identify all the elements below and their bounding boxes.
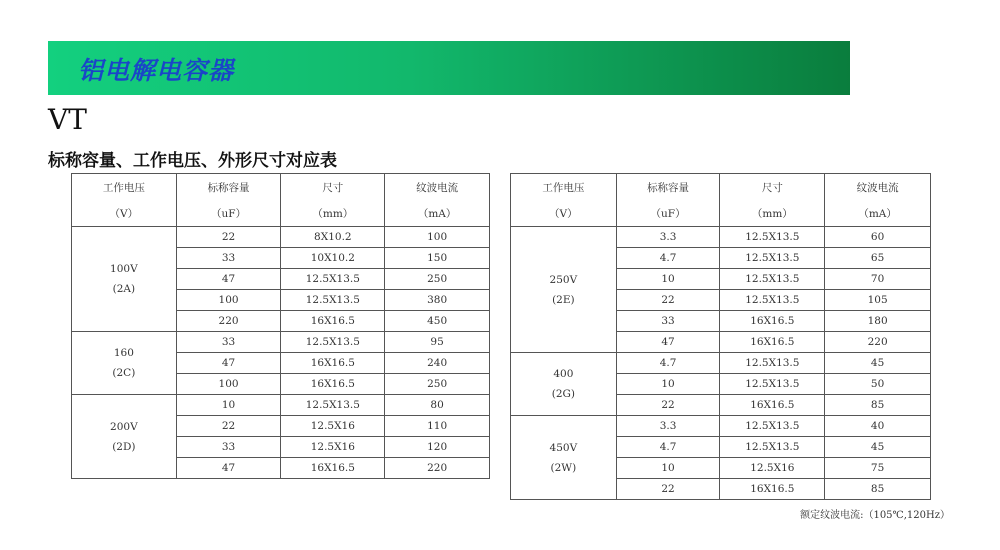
table-row bbox=[72, 395, 490, 416]
header-capacitance: 标称容量 bbox=[616, 174, 720, 201]
header-banner bbox=[48, 41, 850, 95]
ripple-cell: 65 bbox=[825, 248, 931, 269]
table-row bbox=[511, 353, 931, 374]
spec-table-right bbox=[510, 173, 931, 500]
table-row bbox=[511, 227, 931, 248]
ripple-cell: 95 bbox=[385, 332, 490, 353]
size-cell: 12.5X13.5 bbox=[720, 269, 825, 290]
capacitance-cell: 10 bbox=[616, 269, 720, 290]
model-title: VT bbox=[48, 103, 87, 136]
ripple-cell: 85 bbox=[825, 479, 931, 500]
capacitance-cell: 33 bbox=[176, 248, 281, 269]
ripple-cell: 120 bbox=[385, 437, 490, 458]
ripple-cell: 150 bbox=[385, 248, 490, 269]
size-cell: 12.5X13.5 bbox=[281, 332, 385, 353]
size-cell: 16X16.5 bbox=[720, 395, 825, 416]
size-cell: 12.5X13.5 bbox=[281, 269, 385, 290]
size-cell: 16X16.5 bbox=[281, 311, 385, 332]
ripple-cell: 70 bbox=[825, 269, 931, 290]
capacitance-cell: 33 bbox=[616, 311, 720, 332]
header-capacitance-unit: （uF） bbox=[616, 200, 720, 227]
size-cell: 16X16.5 bbox=[720, 332, 825, 353]
header-row bbox=[72, 174, 490, 201]
header-voltage: 工作电压 bbox=[511, 174, 617, 201]
ripple-cell: 380 bbox=[385, 290, 490, 311]
header-capacitance: 标称容量 bbox=[176, 174, 281, 201]
header-voltage-unit: （V） bbox=[511, 200, 617, 227]
header-capacitance-unit: （uF） bbox=[176, 200, 281, 227]
size-cell: 16X16.5 bbox=[281, 353, 385, 374]
size-cell: 16X16.5 bbox=[720, 479, 825, 500]
size-cell: 12.5X13.5 bbox=[720, 374, 825, 395]
capacitance-cell: 33 bbox=[176, 332, 281, 353]
ripple-cell: 75 bbox=[825, 458, 931, 479]
ripple-cell: 240 bbox=[385, 353, 490, 374]
header-size-unit: （mm） bbox=[720, 200, 825, 227]
table-subtitle: 标称容量、工作电压、外形尺寸对应表 bbox=[48, 151, 337, 171]
capacitance-cell: 47 bbox=[176, 353, 281, 374]
voltage-code: (2G) bbox=[551, 388, 575, 400]
capacitance-cell: 47 bbox=[176, 269, 281, 290]
capacitance-cell: 3.3 bbox=[616, 416, 720, 437]
ripple-cell: 50 bbox=[825, 374, 931, 395]
table-row bbox=[72, 332, 490, 353]
capacitance-cell: 22 bbox=[616, 290, 720, 311]
header-row bbox=[511, 174, 931, 201]
capacitance-cell: 22 bbox=[616, 395, 720, 416]
ripple-cell: 450 bbox=[385, 311, 490, 332]
capacitance-cell: 10 bbox=[616, 458, 720, 479]
size-cell: 12.5X13.5 bbox=[720, 248, 825, 269]
size-cell: 12.5X13.5 bbox=[720, 353, 825, 374]
size-cell: 12.5X13.5 bbox=[720, 416, 825, 437]
ripple-cell: 105 bbox=[825, 290, 931, 311]
header-unit-row bbox=[72, 200, 490, 227]
header-voltage-unit: （V） bbox=[72, 200, 177, 227]
voltage-group-cell bbox=[72, 227, 177, 332]
table-row bbox=[72, 227, 490, 248]
ripple-cell: 85 bbox=[825, 395, 931, 416]
spec-table-left bbox=[71, 173, 490, 479]
size-cell: 12.5X13.5 bbox=[720, 437, 825, 458]
size-cell: 12.5X13.5 bbox=[720, 227, 825, 248]
voltage-group-cell bbox=[72, 332, 177, 395]
ripple-cell: 45 bbox=[825, 437, 931, 458]
capacitance-cell: 33 bbox=[176, 437, 281, 458]
size-cell: 16X16.5 bbox=[720, 311, 825, 332]
ripple-cell: 180 bbox=[825, 311, 931, 332]
header-unit-row bbox=[511, 200, 931, 227]
size-cell: 8X10.2 bbox=[281, 227, 385, 248]
header-ripple: 纹波电流 bbox=[825, 174, 931, 201]
ripple-cell: 100 bbox=[385, 227, 490, 248]
voltage-code: (2A) bbox=[112, 283, 136, 295]
size-cell: 16X16.5 bbox=[281, 374, 385, 395]
header-size: 尺寸 bbox=[281, 174, 385, 201]
header-voltage: 工作电压 bbox=[72, 174, 177, 201]
ripple-cell: 45 bbox=[825, 353, 931, 374]
ripple-cell: 40 bbox=[825, 416, 931, 437]
header-size: 尺寸 bbox=[720, 174, 825, 201]
capacitance-cell: 4.7 bbox=[616, 248, 720, 269]
capacitance-cell: 22 bbox=[176, 416, 281, 437]
ripple-cell: 250 bbox=[385, 374, 490, 395]
header-ripple-unit: （mA） bbox=[825, 200, 931, 227]
capacitance-cell: 220 bbox=[176, 311, 281, 332]
voltage-value: 450V bbox=[549, 441, 578, 454]
header-size-unit: （mm） bbox=[281, 200, 385, 227]
voltage-code: (2W) bbox=[550, 461, 577, 474]
capacitance-cell: 22 bbox=[176, 227, 281, 248]
capacitance-cell: 4.7 bbox=[616, 437, 720, 458]
voltage-value: 400 bbox=[553, 368, 574, 380]
ripple-cell: 220 bbox=[825, 332, 931, 353]
voltage-code: (2C) bbox=[112, 367, 136, 379]
voltage-group-cell bbox=[511, 416, 617, 500]
ripple-cell: 80 bbox=[385, 395, 490, 416]
table-row bbox=[511, 416, 931, 437]
capacitance-cell: 3.3 bbox=[616, 227, 720, 248]
capacitance-cell: 10 bbox=[616, 374, 720, 395]
voltage-code: (2E) bbox=[552, 293, 575, 306]
size-cell: 12.5X13.5 bbox=[720, 290, 825, 311]
capacitance-cell: 100 bbox=[176, 374, 281, 395]
size-cell: 12.5X13.5 bbox=[281, 395, 385, 416]
capacitance-cell: 4.7 bbox=[616, 353, 720, 374]
ripple-cell: 220 bbox=[385, 458, 490, 479]
voltage-group-cell bbox=[511, 227, 617, 353]
size-cell: 10X10.2 bbox=[281, 248, 385, 269]
voltage-group-cell bbox=[511, 353, 617, 416]
size-cell: 16X16.5 bbox=[281, 458, 385, 479]
capacitance-cell: 47 bbox=[176, 458, 281, 479]
ripple-cell: 250 bbox=[385, 269, 490, 290]
capacitance-cell: 22 bbox=[616, 479, 720, 500]
capacitance-cell: 47 bbox=[616, 332, 720, 353]
size-cell: 12.5X16 bbox=[281, 416, 385, 437]
voltage-group-cell bbox=[72, 395, 177, 479]
voltage-value: 250V bbox=[549, 273, 578, 286]
banner-title: 铝电解电容器 bbox=[78, 56, 235, 85]
capacitance-cell: 100 bbox=[176, 290, 281, 311]
voltage-value: 200V bbox=[110, 420, 138, 433]
ripple-note: 额定纹波电流:（105℃,120Hz） bbox=[800, 510, 950, 521]
voltage-value: 100V bbox=[110, 263, 138, 275]
ripple-cell: 60 bbox=[825, 227, 931, 248]
voltage-value: 160 bbox=[113, 347, 134, 359]
capacitance-cell: 10 bbox=[176, 395, 281, 416]
ripple-cell: 110 bbox=[385, 416, 490, 437]
size-cell: 12.5X16 bbox=[281, 437, 385, 458]
size-cell: 12.5X16 bbox=[720, 458, 825, 479]
header-ripple: 纹波电流 bbox=[385, 174, 490, 201]
header-ripple-unit: （mA） bbox=[385, 200, 490, 227]
size-cell: 12.5X13.5 bbox=[281, 290, 385, 311]
voltage-code: (2D) bbox=[112, 440, 136, 453]
